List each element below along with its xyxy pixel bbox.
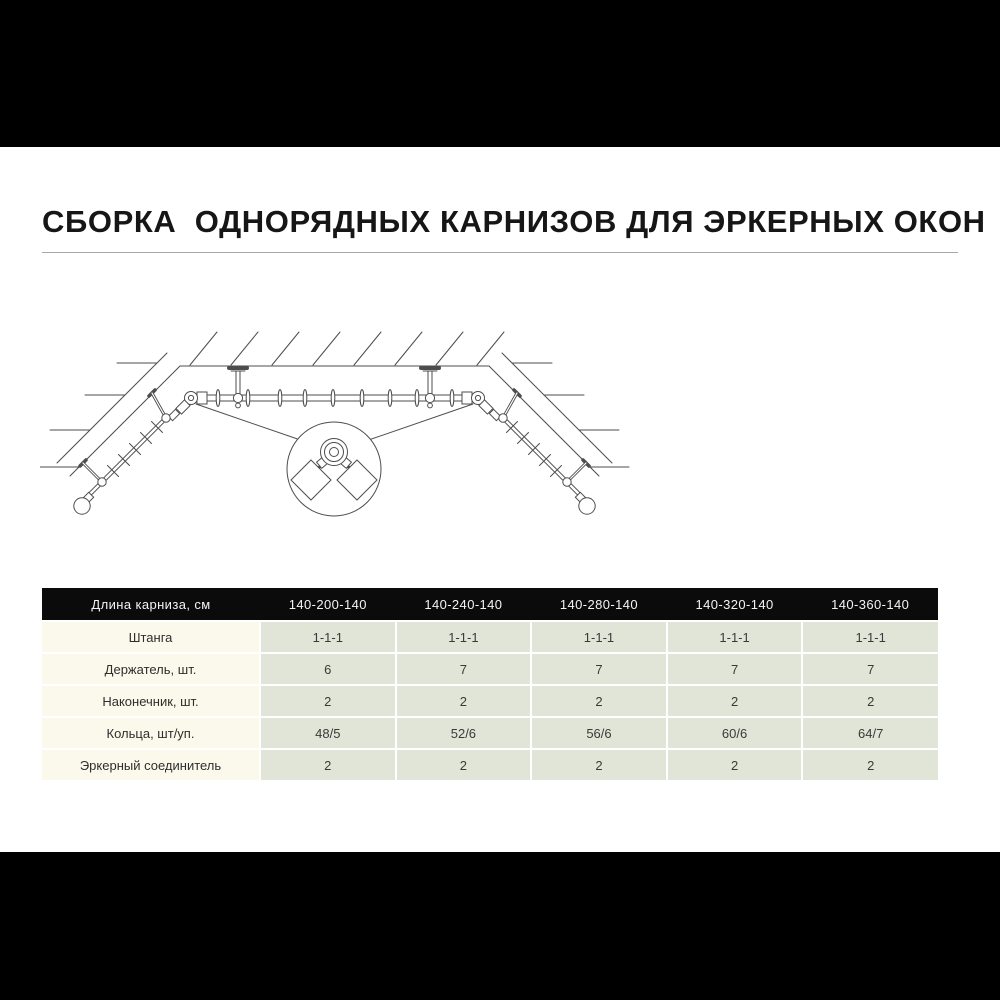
cell-value: 56/6 [531,717,667,749]
table-row-nakonechnik [42,685,938,717]
cell-value: 1-1-1 [396,621,532,653]
col-header-size-4: 140-320-140 [667,588,803,621]
corner-connector-left [168,392,197,421]
cell-value: 1-1-1 [260,621,396,653]
col-header-length: Длина карниза, см [42,588,260,621]
row-label: Штанга [42,621,260,653]
angled-rod-left [74,390,170,514]
cell-value: 1-1-1 [531,621,667,653]
cell-value: 2 [260,749,396,780]
table-row-derzhatel [42,653,938,685]
cell-value: 7 [396,653,532,685]
row-label: Эркерный соединитель [42,749,260,780]
cell-value: 7 [802,653,938,685]
finial-ball-left [74,498,90,514]
ceiling-bracket-right [421,368,439,408]
title-divider [42,252,958,253]
row-label: Держатель, шт. [42,653,260,685]
col-header-size-5: 140-360-140 [802,588,938,621]
table-header-row [42,588,938,621]
table-row-koltsa [42,717,938,749]
corner-connector-right [472,392,501,421]
cell-value: 2 [396,749,532,780]
col-header-size-3: 140-280-140 [531,588,667,621]
cell-value: 6 [260,653,396,685]
specs-table [42,588,938,780]
table-row-shtanga [42,621,938,653]
top-letterbox-bar [0,0,1000,147]
page-title: СБОРКА ОДНОРЯДНЫХ КАРНИЗОВ ДЛЯ ЭРКЕРНЫХ ОКОН [42,204,986,239]
cell-value: 64/7 [802,717,938,749]
angled-rod-right [499,390,595,514]
cell-value: 2 [802,749,938,780]
ceiling-bracket-left [229,368,247,408]
cell-value: 2 [531,685,667,717]
cell-value: 60/6 [667,717,803,749]
cell-value: 52/6 [396,717,532,749]
wall-hatching [190,332,504,365]
cell-value: 48/5 [260,717,396,749]
cell-value: 2 [667,749,803,780]
curtain-rings-central [216,390,454,407]
col-header-size-1: 140-200-140 [260,588,396,621]
cell-value: 1-1-1 [802,621,938,653]
cell-value: 2 [260,685,396,717]
cornice-assembly-drawing [40,330,660,560]
bottom-letterbox-bar [0,852,1000,1000]
cell-value: 7 [531,653,667,685]
table-row-erkerny-soedinitel [42,749,938,780]
cell-value: 2 [531,749,667,780]
row-label: Наконечник, шт. [42,685,260,717]
bay-connector-detail-circle [287,422,381,516]
cell-value: 2 [802,685,938,717]
cell-value: 2 [396,685,532,717]
cell-value: 7 [667,653,803,685]
cell-value: 1-1-1 [667,621,803,653]
row-label: Кольца, шт/уп. [42,717,260,749]
col-header-size-2: 140-240-140 [396,588,532,621]
cell-value: 2 [667,685,803,717]
finial-ball-right [579,498,595,514]
